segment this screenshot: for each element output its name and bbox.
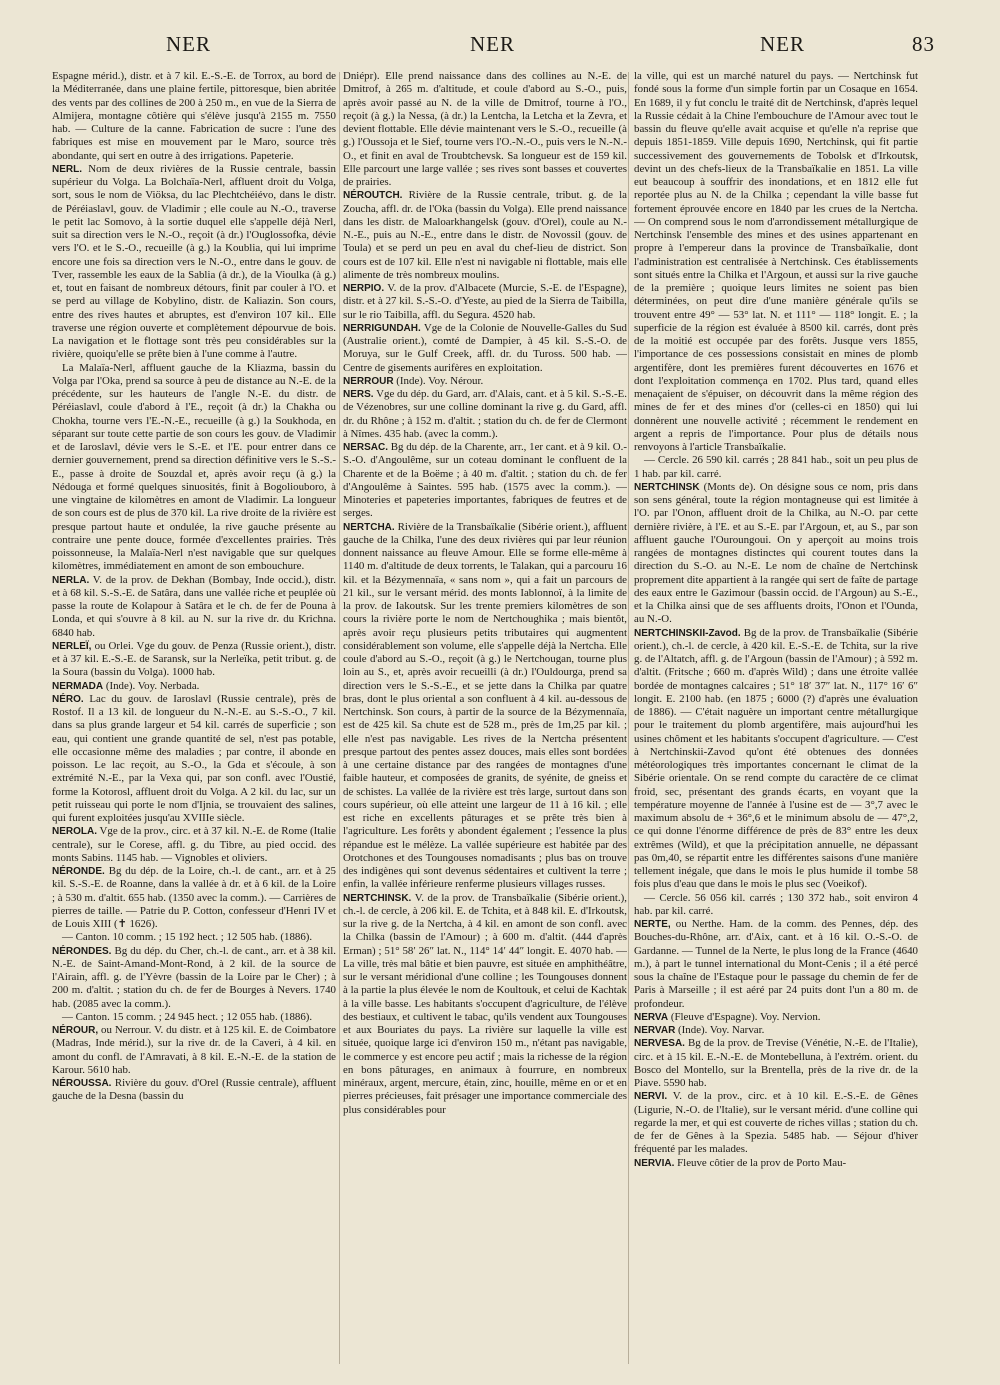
entry-text: V. de la prov. de Transbaïkalie (Sibérie orient.), ch.-l. de cercle, à 206 kil. E. de Tchita, et à 848 kil. E. d'Irkoutsk, sur la rive g. de la Nertcha, à 4 kil. en amont de son confl. avec la Chilka (bassin de l'Amour) ; à 600 m. d'altit. (444 d'après Erman) ; 51° 58′ 26″ lat. N., 114° 14′ 44″ longit. E. 4070 hab. — La ville, très mal bâtie et bien pauvre, est située en amphithéâtre, sur le versant méridional d'une colline ; les Toungouses donnent à la partie la plus élevée le nom de Koultouk, et celui de Kachtak à la ville basse. Les habitants s'occupent d'agriculture, de l'élève des bestiaux, et cultivent le tabac, qu'ils vendent aux Toungouses et aux Bouriates du pays. La rivière sur laquelle la ville est située, quoique large ici d'environ 150 m., n'étant pas navigable, le commerce y est encore peu actif ; mais la richesse de la région en bons pâturages, en animaux à fourrure, en nombreux minéraux, argent, mercure, étain, zinc, houille, même en or et en pierres précieuses, fait présager une importance commerciale des plus considérables pour [343,891,627,1116]
entry-headword: NÉRONDES. [52,945,112,957]
entry-text: Fleuve côtier de la prov de Porto Mau- [677,1156,847,1169]
running-header-left: NER [166,32,211,56]
entry-text: Vge de la prov., circ. et à 37 kil. N.-E. de Rome (Italie centrale), sur le Corese, affl. g. du Tibre, au pied occid. des monts Sabins. 1145 hab. — Vignobles et oliviers. [52,825,336,864]
text-column-1 [52,70,336,1370]
entry-headword: NEROLA. [52,826,97,838]
dictionary-entry [52,362,336,574]
dictionary-entry [634,1037,918,1090]
entry-text: Vge de la Colonie de Nouvelle-Galles du Sud (Australie orient.), comté de Dampier, à 45 kil. S.-S.-O. de Moruya, sur le Gulf Creek, affl. dr. du Tuross. 500 hab. — Centre de gisements aurifères en exploitation. [343,321,627,374]
entry-text: Rivière de la Russie centrale, tribut. g. de la Zoucha, affl. dr. de l'Oka (bassin du Volga). Elle prend naissance dans les distr. de Maloarkhangelsk (gouv. d'Orel), coule au N.-N.-E., puis au N.-E., entre dans le distr. de Novossil (gouv. de Toula) et se perd un peu en aval du chef-lieu de district. Son cours est de 107 kil. Elle n'est ni navigable ni flottable, mais elle alimente de très nombreux moulins. [343,189,627,281]
dictionary-entry [52,680,336,693]
entry-text: V. de la prov., circ. et à 10 kil. E.-S.-E. de Gênes (Ligurie, N.-O. de l'Italie), sur le versant mérid. d'une colline qui regarde la mer, et qui est couverte de riches villas ; station du ch. de fer de Gênes à la Spezia. 5485 hab. — Séjour d'hiver fréquenté par les malades. [634,1090,918,1156]
entry-text: (Inde). Voy. Narvar. [678,1024,765,1036]
dictionary-entry [343,70,627,189]
entry-text: — Cercle. 26 590 kil. carrés ; 28 841 hab., soit un peu plus de 1 hab. par kil. carré. [634,454,918,480]
dictionary-entry [634,627,918,892]
dictionary-entry [634,70,918,454]
dictionary-entry [52,70,336,163]
entry-headword: NERVAR [634,1025,676,1036]
dictionary-entry [343,388,627,441]
entry-headword: NERTCHINSK [634,481,700,493]
entry-text: — Cercle. 56 056 kil. carrés ; 130 372 hab., soit environ 4 hab. par kil. carré. [634,891,918,917]
entry-text: Rivière du gouv. d'Orel (Russie centrale), affluent gauche de la Desna (bassin du [52,1077,336,1103]
dictionary-entry [343,282,627,322]
text-column-3 [634,70,918,1370]
entry-headword: NERRIGUNDAH. [343,322,421,334]
entry-text: (Fleuve d'Espagne). Voy. Nervion. [670,1010,821,1023]
entry-headword: NÉROUR, [52,1025,99,1036]
entry-headword: NÉRONDE. [52,866,105,877]
entry-headword: NÉROUTCH. [343,190,403,202]
entry-headword: NERLEÏ, [52,640,92,652]
page-number: 83 [912,32,935,56]
entry-text: ou Nerthe. Ham. de la comm. des Pennes, dép. des Bouches-du-Rhône, arr. d'Aix, cant. et à 16 kil. O.-S.-O. de Gardanne. — Tunnel de la Nerte, le plus long de la France (4640 m.), à part le tunnel international du Mont-Cenis ; il a été percé sous la chaîne de l'Estaque pour le passage du chemin de fer de Paris à Marseille ; il est aéré par 24 puits dont l'un a 80 m. de profondeur. [634,918,918,1010]
entry-text: ou Nerrour. V. du distr. et à 125 kil. E. de Coimbatore (Madras, Inde mérid.), sur la rive dr. de la Caveri, à 4 kil. en amont du confl. de l'Amravati, à 8 kil. E.-N.-E. de la station de Karour. 5610 hab. [52,1024,336,1076]
entry-headword: NERVESA. [634,1038,685,1050]
running-header-center: NER [470,32,515,56]
dictionary-entry [634,918,918,1011]
dictionary-entry [634,454,918,481]
dictionary-entry [343,521,627,892]
dictionary-entry [52,1011,336,1024]
entry-headword: NERVA [634,1011,669,1023]
entry-headword: NERTCHA. [343,521,395,533]
entry-text: — Canton. 15 comm. ; 24 945 hect. ; 12 055 hab. (1886). [62,1010,313,1023]
entry-text: Dniépr). Elle prend naissance dans des collines au N.-E. de Dmitrof, à 265 m. d'altitude, et coule d'abord au S.-O., puis, après avoir passé au N. de la ville de Dmitrof, tourne à l'O., reçoit (à g.) la Nessa, (à dr.) la Lentcha, la Letcha et la Zevra, et devient flottable. Elle dévie maintenant vers le S.-O., recueille (à g.) l'Oussoja et le Sief, tourne vers l'O.-N.-O., puis vers le N.-N.-O., et finit en aval de Troubtchevsk. Sa longueur est de 159 kil. Elle parcourt une large vallée ; ses rives sont basses et couvertes de prairies. [343,70,627,188]
entry-text: (Inde). Voy. Nérour. [396,374,484,387]
entry-headword: NERLA. [52,574,90,586]
dictionary-entry [634,1090,918,1156]
entry-headword: NERPIO. [343,283,385,294]
dictionary-entry [634,1024,918,1037]
entry-text: Bg du dép. du Cher, ch.-l. de cant., arr. et à 38 kil. N.-E. de Saint-Amand-Mont-Rond, à 2 kil. de la source de l'Airain, affl. g. de l'Yèvre (bassin de la Loire par le Cher) ; à 200 m. d'altit. ; station du ch. de fer de Bourges à Nevers. 1740 hab. (2085 avec la comm.). [52,944,336,1010]
dictionary-entry [52,640,336,680]
dictionary-entry [52,1024,336,1077]
entry-text: Lac du gouv. de Iaroslavl (Russie centrale), près de Rostof. Il a 13 kil. de longueur du N.-N.-E. au S.-S.-O., 7 kil. dans sa plus grande largeur et 54 kil. carrés de superficie ; son eau, qui contient une grande quantité de sel, n'est pas potable, elle occasionne même des maladies ; par contre, il abonde en poisson. Le lac reçoit, au S.-O., la Gda et s'écoule, à son extrémité N.-E., par la Vexa qui, par son confl. avec l'Oustié, forme la Kotorosl, affluent droit du Volga. A 2 kil. du lac, sur un petit ruisseau qui porte le nom d'Ijnia, se trouvaient des salines, qui furent exploitées jusqu'au XVIIIe siècle. [52,692,336,824]
entry-text: Espagne mérid.), distr. et à 7 kil. E.-S.-E. de Torrox, au bord de la Méditerranée, dans une plaine fertile, pittoresque, bien abritée des vents par des collines de 200 à 250 m., en vue de la Sierra de Almijera, montagne côtière qui s'élève jusqu'à 2155 m. 7550 hab. — Culture de la canne. Fabrication de sucre : l'une des fabriques est mise en mouvement par le Maro, source très abondante, qui sert en outre à des irrigations. Papeterie. [52,70,336,162]
text-column-2 [343,70,627,1370]
entry-text: (Monts de). On désigne sous ce nom, pris dans son sens général, toute la région montagneuse qui est limitée à l'O. par l'Onon, affluent droit de la Chilka, au N.-O. par cette dernière rivière, à l'E. et au S.-E. par l'Argoun, et, au S., par son affluent gauche l'Ouroungoui. On y aperçoit au moins trois rangées de montagnes distinctes qui courent toutes dans la direction du S.-O. au N.-E. Le nom de chaîne de Nertchinsk proprement dite appartient à la rangée qui sert de faîte de partage des eaux entre le Gazimour (bassin occid. de l'Argoun) au S.-E., et la Chilka ainsi que de ses affluents droits, l'Onon et l'Ounda, au N.-O. [634,480,918,626]
dictionary-entry [634,1157,918,1170]
column-divider [628,72,629,1364]
entry-headword: NERSAC. [343,442,389,453]
dictionary-entry [52,945,336,1011]
entry-text: Bg de la prov. de Trevise (Vénétie, N.-E. de l'Italie), circ. et à 15 kil. E.-N.-E. de Montebelluna, à l'extrém. orient. du Bosco del Montello, sur la Brentella, près de la rive dr. de la Piave. 5590 hab. [634,1037,918,1089]
dictionary-entry [343,189,627,282]
entry-headword: NERMADA [52,680,104,692]
dictionary-entry [634,481,918,627]
dictionary-entry [343,892,627,1117]
entry-text: Bg du dép. de la Loire, ch.-l. de cant., arr. et à 25 kil. S.-S.-E. de Roanne, dans la vallée à dr. et à 6 kil. de la Loire ; à 530 m. d'altit. 655 hab. (1350 avec la comm.). — Carrières de pierres de taille. — Patrie du P. Cotton, confesseur d'Henri IV et de Louis XIII (✝ 1626). [52,865,336,930]
dictionary-entry [52,825,336,865]
entry-headword: NÉROUSSA. [52,1078,112,1089]
column-divider [339,72,340,1364]
dictionary-entry [52,163,336,362]
entry-headword: NERTCHINSK. [343,892,412,904]
dictionary-entry [52,574,336,640]
entry-headword: NERS. [343,389,374,400]
entry-headword: NERL. [52,163,82,175]
dictionary-entry [52,931,336,944]
entry-headword: NERVI. [634,1091,668,1103]
entry-text: (Inde). Voy. Nerbada. [105,679,200,692]
entry-text: Bg de la prov. de Transbaïkalie (Sibérie orient.), ch.-l. de cercle, à 420 kil. E.-S.-E. de Tchita, sur la rive g. de l'Altatch, affl. g. de l'Argoun (bassin de l'Amour) ; à 592 m. d'altit. (Fritsche ; 660 m. d'après Wild) ; dans une étroite vallée bordée de montagnes calcaires ; 51° 18′ 37″ lat. N., 117° 16′ 6″ longit. E. 2100 hab. (en 1875 ; 6000 (?) d'après une évaluation de 1886). — C'était naguère un important centre métallurgique pour le traitement du plomb argentifère, mais aujourd'hui les usines chôment et les habitants s'occupent d'agriculture. — C'est à Nertchinskii-Zavod qu'ont été obtenues des données météorologiques très importantes concernant le climat de la Sibérie orientale. On se rend compte du caractère de ce climat froid, sec, présentant des grands écarts, en voyant que la température moyenne de l'année à l'usine est de — 3°,7 avec le maximum absolu de + 36°,6 et le minimum absolu de — 47°,2, ce qui donne l'énorme différence de près de 83° entre les deux extrêmes (Wild), et que la précipitation annuelle, ne dépassant pas 0m,40, se répartit entre les différentes saisons d'une manière tellement inégale, que dans le mois le plus humide il tombe 58 fois plus d'eau que dans le mois le plus sec (Voeikof). [634,626,918,891]
entry-headword: NERTCHINSKII-Zavod. [634,627,741,639]
entry-text: V. de la prov. d'Albacete (Murcie, S.-E. de l'Espagne), distr. et à 27 kil. S.-S.-O. d'Yeste, au pied de la Sierra de Taibilla, sur le rio Taibilla, affl. du Segura. 4520 hab. [343,282,627,321]
dictionary-entry [343,322,627,375]
entry-text: La Malaïa-Nerl, affluent gauche de la Kliazma, bassin du Volga par l'Oka, prend sa source à peu de distance au N.-E. de la précédente, sur les hauteurs de l'angle N.-E. du distr. de Péréiaslavl, coule d'abord à l'E., reçoit (à dr.) la Chakha ou Chokha, tourne vers l'E.-N.-E., recueille (à g.) la Soukhoda, en séparant sur toute cette partie de son cours les gouv. de Vladimir et de Iaroslavl, dévie vers le S.-E. et l'E. pour entrer dans ce dernier gouvernement, prend sa direction définitive vers le S.-S.-E., passe à droite de Souzdal et, après avoir reçu (à g.) la Nédouga et formé quelques sinuosités, finit à Bogoliouboro, à une vingtaine de kilomètres en amont de Vladimir. La longueur de son cours est de plus de 370 kil. La rive droite de la rivière est presque partout haute et ondulée, la rive gauche présente au contraire une pente douce, formée d'excellentes prairies. Très poissonneuse, la Malaïa-Nerl n'est navigable que sur quelques kilomètres, immédiatement en amont de son embouchure. [52,361,336,573]
entry-text: Rivière de la Transbaïkalie (Sibérie orient.), affluent gauche de la Chilka, l'une des deux rivières qui par leur réunion donnent naissance au fleuve Amour. Elle se forme elle-même à 1140 m. d'altitude de deux torrents, le Talakan, qui a parcouru 16 kil. et la Bézymennaïa, « sans nom », qui a fait un parcours de 21 kil., sur le versant mérid. des monts Iablonnoï, à la limite de la prov. de Iakoutsk. Sur les trente premiers kilomètres de son cours la rivière porte le nom de Nertchoughika ; mais bientôt, après avoir reçu plusieurs petits tributaires qui augmentent considérablement son volume, elle s'appelle déjà la Nertcha. Elle coule d'abord au S.-O., reçoit (à g.) le Nertchougan, tourne plus loin au S., et, après avoir recueilli (à dr.) l'Ouldourga, prend sa direction vers le S.-S.-E., et se jette dans la Chilka par quatre bras, dont le plus oriental a son confluent à 4 kil. au-dessous de Nertchinsk. Son cours, à partir de la source de la Bézymennaïa, est de 425 kil. Sa chute est de 528 m., près de 1m,25 par kil. ; elle n'est pas navigable. Les rives de la Nertcha présentent presque partout des pentes assez douces, mais elles sont bordées à une certaine distance par des rangées de montagnes d'une faible hauteur, et composées de granits, de syénite, de gneiss et de schistes. La vallée de la rivière est très large, surtout dans son cours supérieur, où elle atteint une largeur de 11 à 16 kil. ; elle est riche en excellents pâturages et se prête très bien à l'agriculture. Les forêts y abondent également ; l'essence la plus répandue est le mélèze. La vallée supérieure est habitée par des Orotchones et des Toungouses nomadisants ; plus bas on trouve des indigènes qui sont devenus sédentaires et cultivent la terre ; enfin, la vallée inférieure renferme plusieurs villages russes. [343,520,627,891]
entry-text: — Canton. 10 comm. ; 15 192 hect. ; 12 505 hab. (1886). [62,931,313,944]
entry-text: Nom de deux rivières de la Russie centrale, bassin supérieur du Volga. La Bolchaïa-Nerl, affluent droit du Volga, sort, sous le nom de Viöksa, du lac Plechtchéiévo, dans le distr. de Péréiaslavl, gouv. de Vladimir ; elle coule au N.-O., traverse le petit lac Somovo, à la sortie duquel elle s'appelle déjà Nerl, suit sa direction vers le N.-O., reçoit (à dr.) l'Ouglossofka, dévie vers l'O. et le S.-O., recueille (à g.) la Koublia, qui lui imprime encore une fois sa direction vers le N.-O., entre dans le gouv. de Tver, rassemble les eaux de la Sablia (à dr.), de la Vioulka (à g.) et, tout en faisant de nombreux détours, finit par couler à l'O. et se perd au village de Kobylino, distr. de Kaliazin. Son cours, entre des rives hautes et abruptes, est d'environ 107 kil.. Elle traverse une région ouverte et complètement dépourvue de bois. La navigation et le flottage sont très peu considérables sur la rivière, quoiqu'elle se prête bien à l'une comme à l'autre. [52,162,336,361]
entry-text: V. de la prov. de Dekhan (Bombay, Inde occid.), distr. et à 68 kil. S.-S.-E. de Satâra, dans une vallée riche et peuplée où passe la route de Kolapour à Satâra et le ch. de fer de Pouna à Londa, et qui s'ouvre à 8 kil. au N. sur la rive dr. du Krichna. 6840 hab. [52,573,336,639]
running-header-right: NER [760,32,805,56]
dictionary-entry [52,865,336,931]
entry-text: la ville, qui est un marché naturel du pays. — Nertchinsk fut fondé sous la forme d'un simple fortin par un Cosaque en 1654. En 1689, il y fut conclu le traité dit de Nertchinsk, d'après lequel la Russie cédait à la Chine l'embouchure de l'Amour avec tout le bassin du fleuve qu'elle avait acquise et qu'elle n'a reprise que depuis 1851-1859. Ville depuis 1690, Nertchinsk, qui fit partie successivement des gouvernements de Tobolsk et d'Irkoutsk, devint un des chefs-lieux de la Transbaïkalie en 1851. La ville eut beaucoup à souffrir des inondations, et en 1812 elle fut reportée plus au N. de la Chilka ; cependant la ville basse fut fortement éprouvée encore en 1840 par les crues de la Nertcha. — On comprend sous le nom d'arrondissement métallurgique de Nertchinsk l'ensemble des mines et des usines appartenant en propre à l'empereur dans la province de Transbaïkalie, dont l'administration est centralisée à Nertchinsk. Ces établissements sont situés entre la Chilka et l'Argoun, et aussi sur la rive gauche de la première ; quoique leurs limites ne soient pas bien déterminées, on peut dire d'une manière générale qu'ils se trouvent entre 49° — 53° lat. N. et 111° — 118° longit. E. ; la superficie de la région est évaluée à 8500 kil. carrés, dont près de la moitié est occupée par des forêts. Jusque vers 1855, l'importance de ces possessions consistait en mines de plomb argentifère, dont les premières furent découvertes en 1676 et dont l'exploitation commença en 1702. Plus tard, quand elles menaçaient de s'épuiser, on découvrit dans la même région des mines de fer et des mines d'or (celles-ci en 1850) qui lui donnèrent une nouvelle activité ; récemment le rendement en argent a repris de l'importance. Pour plus de détails nous renvoyons à l'article Transbaïkalie. [634,70,918,453]
dictionary-entry [634,1011,918,1024]
entry-headword: NERTE, [634,919,671,930]
dictionary-entry [343,441,627,521]
entry-text: ou Orlei. Vge du gouv. de Penza (Russie orient.), distr. et à 37 kil. E.-S.-E. de Saransk, sur la Nerleïka, petit tribut. g. de la Soura (bassin du Volga). 1000 hab. [52,639,336,679]
dictionary-entry [52,693,336,826]
entry-headword: NERVIA. [634,1157,675,1169]
entry-headword: NÉRO. [52,693,84,705]
entry-text: Bg du dép. de la Charente, arr., 1er cant. et à 9 kil. O.-S.-O. d'Angoulême, sur un coteau dominant le confluent de la Charente et de la Boëme ; à 40 m. d'altit. ; station du ch. de fer d'Angoulême à Saintes. 595 hab. (1575 avec la comm.). — Minoteries et papeteries importantes, fabriques de feutres et de serges. [343,441,627,520]
entry-headword: NERROUR [343,375,394,387]
dictionary-entry [343,375,627,388]
dictionary-entry [52,1077,336,1104]
dictionary-entry [634,892,918,919]
entry-text: Vge du dép. du Gard, arr. d'Alais, cant. et à 5 kil. S.-S.-E. de Vézenobres, sur une colline dominant la rive g. du Gard, affl. dr. du Rhône ; à 152 m. d'altit. ; station du ch. de fer de Clermont à Nîmes. 435 hab. (avec la comm.). [343,388,627,440]
